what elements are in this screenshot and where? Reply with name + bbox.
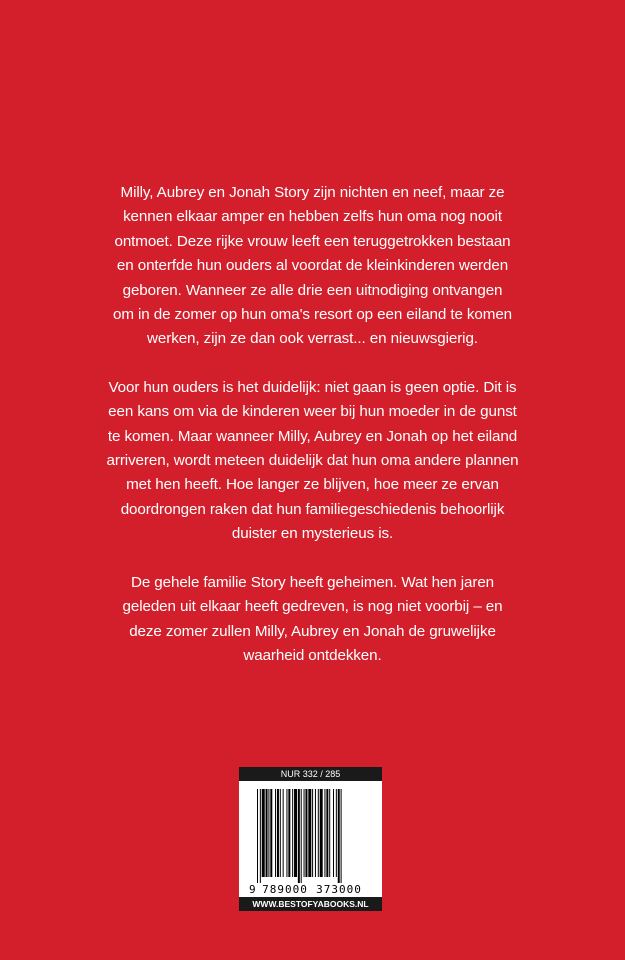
barcode-digits-left: 789000 — [262, 883, 308, 895]
barcode-bar — [324, 789, 325, 877]
blurb-line: arriveren, wordt meteen duidelijk dat hun oma andere plannen — [106, 452, 519, 470]
blurb-paragraph-2 — [100, 376, 525, 547]
blurb-paragraph-3 — [100, 571, 525, 669]
blurb-line: en onterfde hun ouders al voordat de kleinkinderen werden — [116, 257, 509, 275]
barcode-bar — [333, 789, 334, 877]
barcode-bar — [320, 789, 323, 877]
barcode-bar — [315, 789, 316, 877]
blurb-line: Voor hun ouders is het duidelijk: niet gaan is geen optie. Dit is — [108, 378, 517, 396]
back-cover-blurb — [100, 181, 525, 692]
blurb-line: deze zomer zullen Milly, Aubrey en Jonah de gruwelijke — [129, 622, 496, 640]
barcode-bar — [283, 789, 284, 877]
blurb-line: waarheid ontdekken. — [243, 646, 382, 664]
barcode-bar — [298, 789, 300, 883]
barcode-bar — [288, 789, 290, 877]
barcode-digit-first: 9 — [249, 883, 256, 895]
blurb-line: doordrongen raken dat hun familiegeschiedenis behoorlijk — [120, 500, 505, 518]
barcode-bar — [305, 789, 307, 877]
barcode-bar — [257, 789, 258, 883]
barcode-bar — [286, 789, 287, 877]
blurb-line: geboren. Wanneer ze alle drie een uitnodiging ontvangen — [122, 281, 503, 299]
barcode-bar — [266, 789, 268, 877]
barcode-bar — [260, 789, 261, 883]
barcode-bar — [318, 789, 319, 877]
barcode-bar — [336, 789, 337, 877]
blurb-line: Milly, Aubrey en Jonah Story zijn nichten en neef, maar ze — [120, 184, 505, 201]
blurb-line: duister en mysterieus is. — [231, 525, 394, 543]
blurb-line: werken, zijn ze dan ook verrast... en nieuwsgierig. — [147, 330, 478, 348]
blurb-line: een kans om via de kinderen weer bij hun moeder in de gunst — [108, 403, 517, 421]
barcode-bar — [270, 789, 272, 877]
barcode-bar — [268, 789, 269, 877]
blurb-line: ontmoet. Deze rijke vrouw leeft een teruggetrokken bestaan — [114, 232, 511, 250]
barcode-digits-right: 373000 — [316, 883, 362, 895]
barcode-bar — [326, 789, 328, 877]
blurb-line: met hen heeft. Hoe langer ze blijven, hoe meer ze ervan — [126, 476, 499, 494]
barcode-bar — [308, 789, 311, 877]
barcode-bar — [338, 789, 340, 883]
barcode-bar — [277, 789, 279, 877]
publisher-website: WWW.BESTOFYABOOKS.NL — [239, 897, 382, 911]
barcode-bar — [280, 789, 281, 877]
barcode-bar — [294, 789, 297, 877]
blurb-paragraph-1 — [100, 181, 525, 352]
blurb-line: te komen. Maar wanneer Milly, Aubrey en Jonah op het eiland — [107, 427, 518, 445]
blurb-line: om in de zomer op hun oma's resort op een eiland te komen — [112, 306, 513, 324]
barcode-bar — [312, 789, 313, 877]
barcode-bar — [275, 789, 276, 877]
barcode-bar — [304, 789, 305, 877]
barcode-bar — [301, 789, 302, 883]
barcode-bar — [329, 789, 330, 877]
nur-code: NUR 332 / 285 — [239, 767, 382, 781]
blurb-line: De gehele familie Story heeft geheimen. Wat hen jaren — [130, 573, 495, 591]
blurb-line: geleden uit elkaar heeft gedreven, is nog niet voorbij – en — [122, 598, 503, 616]
barcode-bar — [292, 789, 293, 877]
barcode-bar — [341, 789, 342, 883]
barcode-bar — [262, 789, 265, 877]
barcode-box — [239, 767, 382, 911]
barcode-icon — [247, 787, 374, 895]
blurb-line: kennen elkaar amper en hebben zelfs hun oma nog nooit — [123, 208, 502, 226]
